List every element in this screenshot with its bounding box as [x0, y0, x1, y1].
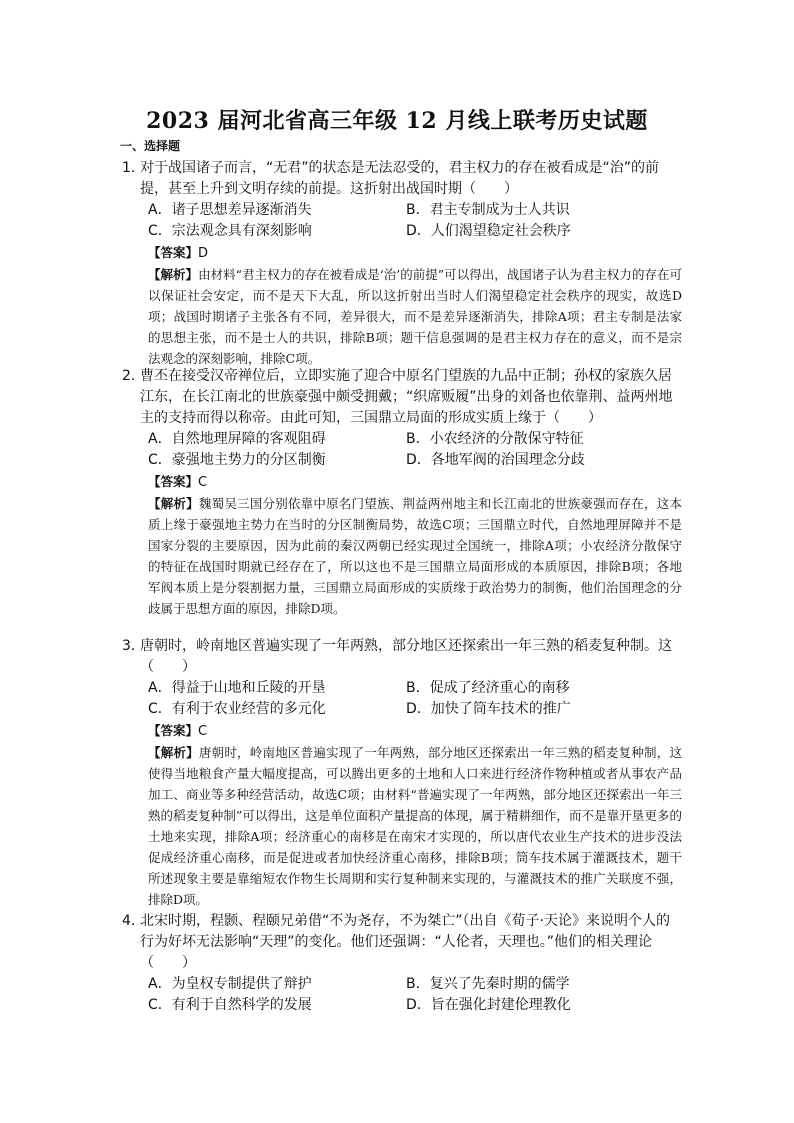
- answer-value: C: [198, 724, 208, 739]
- answer-line: [148, 471, 682, 493]
- answer-value: C: [198, 475, 208, 490]
- analysis: [148, 742, 682, 910]
- option-b[interactable]: B．复兴了先秦时期的儒学: [406, 976, 570, 992]
- question-number: 2．: [122, 368, 145, 384]
- question-text: 对于战国诸子而言，“无君”的状态是无法忍受的，君主权力的存在被看成是“治”的前提，甚至上升到文明存续的前提。这折射出战国时期（ ）: [140, 160, 660, 197]
- question-stem: [122, 636, 682, 678]
- options: [148, 429, 682, 471]
- analysis-tag: 【解析】: [148, 496, 199, 511]
- analysis: [148, 264, 682, 369]
- question-1: [122, 158, 682, 369]
- question-number: 1．: [122, 160, 145, 176]
- question-3: [122, 636, 682, 910]
- answer-value: D: [198, 246, 209, 261]
- question-text: 唐朝时，岭南地区普遍实现了一年两熟，部分地区还探索出一年三熟的稻麦复种制。这（ ）: [140, 638, 672, 675]
- option-a[interactable]: A．自然地理屏障的客观阻碍: [148, 431, 326, 447]
- question-text: 北宋时期，程颢、程颐兄弟借“不为尧存，不为桀亡”（出自《荀子·天论》来说明个人的行为好坏无法影响“天理”的变化。他们还强调：“人伦者，天理也。”他们的相关理论（ ）: [140, 913, 670, 971]
- option-b[interactable]: B．小农经济的分散保守特征: [406, 431, 584, 447]
- question-4: [122, 911, 682, 1016]
- answer-line: [148, 720, 682, 742]
- analysis-text: 魏蜀吴三国分别依靠中原名门望族、荆益两州地主和长江南北的世族豪强而存在，这本质上缘于豪强地主势力在当时的分区制衡局势，故选C项；三国鼎立时代，自然地理屏障并不是国家分裂的主要原因，因为此前的秦汉两朝已经实现过全国统一，排除A项；小农经济分散保守的特征在战国时期就已经存在了，所以这也不是三国鼎立局面形成的本质原因，排除B项；各地军阀本质上是分裂割据力量，三国鼎立局面形成的实质缘于政治势力的制衡，他们治国理念的分歧属于思想方面的原因，排除D项。: [148, 496, 682, 616]
- question-stem: [122, 366, 682, 429]
- options: [148, 678, 682, 720]
- option-a[interactable]: A．得益于山地和丘陵的开垦: [148, 680, 326, 696]
- option-b[interactable]: B．君主专制成为士人共识: [406, 202, 570, 218]
- analysis-tag: 【解析】: [148, 267, 199, 282]
- option-c[interactable]: C．有利于自然科学的发展: [148, 997, 312, 1013]
- section-heading: 一、选择题: [120, 139, 181, 153]
- option-d[interactable]: D．人们渴望稳定社会秩序: [406, 223, 571, 239]
- question-number: 4．: [122, 913, 145, 929]
- analysis-text: 唐朝时，岭南地区普遍实现了一年两熟，部分地区还探索出一年三熟的稻麦复种制，这使得当地粮食产量大幅度提高，可以腾出更多的土地和人口来进行经济作物种植或者从事农产品加工、商业等多种经营活动，故选C项；由材料“普遍实现了一年两熟，部分地区还探索出一年三熟的稻麦复种制”可以得出，这是单位面积产量提高的体现，属于精耕细作，而不是靠开垦更多的土地来实现，排除A项；经济重心的南移是在南宋才实现的，所以唐代农业生产技术的进步没法促成经济重心南移，而是促进或者加快经济重心南移，排除B项；筒车技术属于灌溉技术，题干所述现象主要是靠缩短农作物生长周期和实行复种制来实现的，与灌溉技术的推广关联度不强，排除D项。: [148, 745, 682, 907]
- question-stem: [122, 158, 682, 200]
- option-c[interactable]: C．豪强地主势力的分区制衡: [148, 452, 326, 468]
- question-number: 3．: [122, 638, 145, 654]
- options: [148, 200, 682, 242]
- option-b[interactable]: B．促成了经济重心的南移: [406, 680, 570, 696]
- option-a[interactable]: A．为皇权专制提供了辩护: [148, 976, 312, 992]
- analysis: [148, 493, 682, 619]
- page-title: 2023 届河北省高三年级 12 月线上联考历史试题: [146, 108, 648, 134]
- option-a[interactable]: A．诸子思想差异逐渐消失: [148, 202, 312, 218]
- analysis-tag: 【解析】: [148, 745, 199, 760]
- answer-tag: 【答案】: [148, 723, 199, 738]
- question-text: 曹丕在接受汉帝禅位后，立即实施了迎合中原名门望族的九品中正制；孙权的家族久居江东，在长江南北的世族豪强中颇受拥戴；“织席贩履”出身的刘备也依靠荆、益两州地主的支持而得以称帝。由此可知，三国鼎立局面的形成实质上缘于（ ）: [140, 368, 673, 426]
- answer-tag: 【答案】: [148, 245, 199, 260]
- option-d[interactable]: D．各地军阀的治国理念分歧: [406, 452, 585, 468]
- option-c[interactable]: C．宗法观念具有深刻影响: [148, 223, 312, 239]
- option-d[interactable]: D．旨在强化封建伦理教化: [406, 997, 571, 1013]
- question-2: [122, 366, 682, 619]
- analysis-text: 由材料“君主权力的存在被看成是‘治’的前提”可以得出，战国诸子认为君主权力的存在可以保证社会安定，而不是天下大乱，所以这折射出当时人们渴望稳定社会秩序的现实，故选D项；战国时期诸子主张各有不同，差异很大，而不是差异逐渐消失，排除A项；君主专制是法家的思想主张，而不是士人的共识，排除B项；题干信息强调的是君主权力存在的意义，而不是宗法观念的深刻影响，排除C项。: [148, 267, 682, 366]
- answer-line: [148, 242, 682, 264]
- option-c[interactable]: C．有利于农业经营的多元化: [148, 701, 326, 717]
- answer-tag: 【答案】: [148, 474, 199, 489]
- option-d[interactable]: D．加快了筒车技术的推广: [406, 701, 571, 717]
- options: [148, 974, 682, 1016]
- question-stem: [122, 911, 682, 974]
